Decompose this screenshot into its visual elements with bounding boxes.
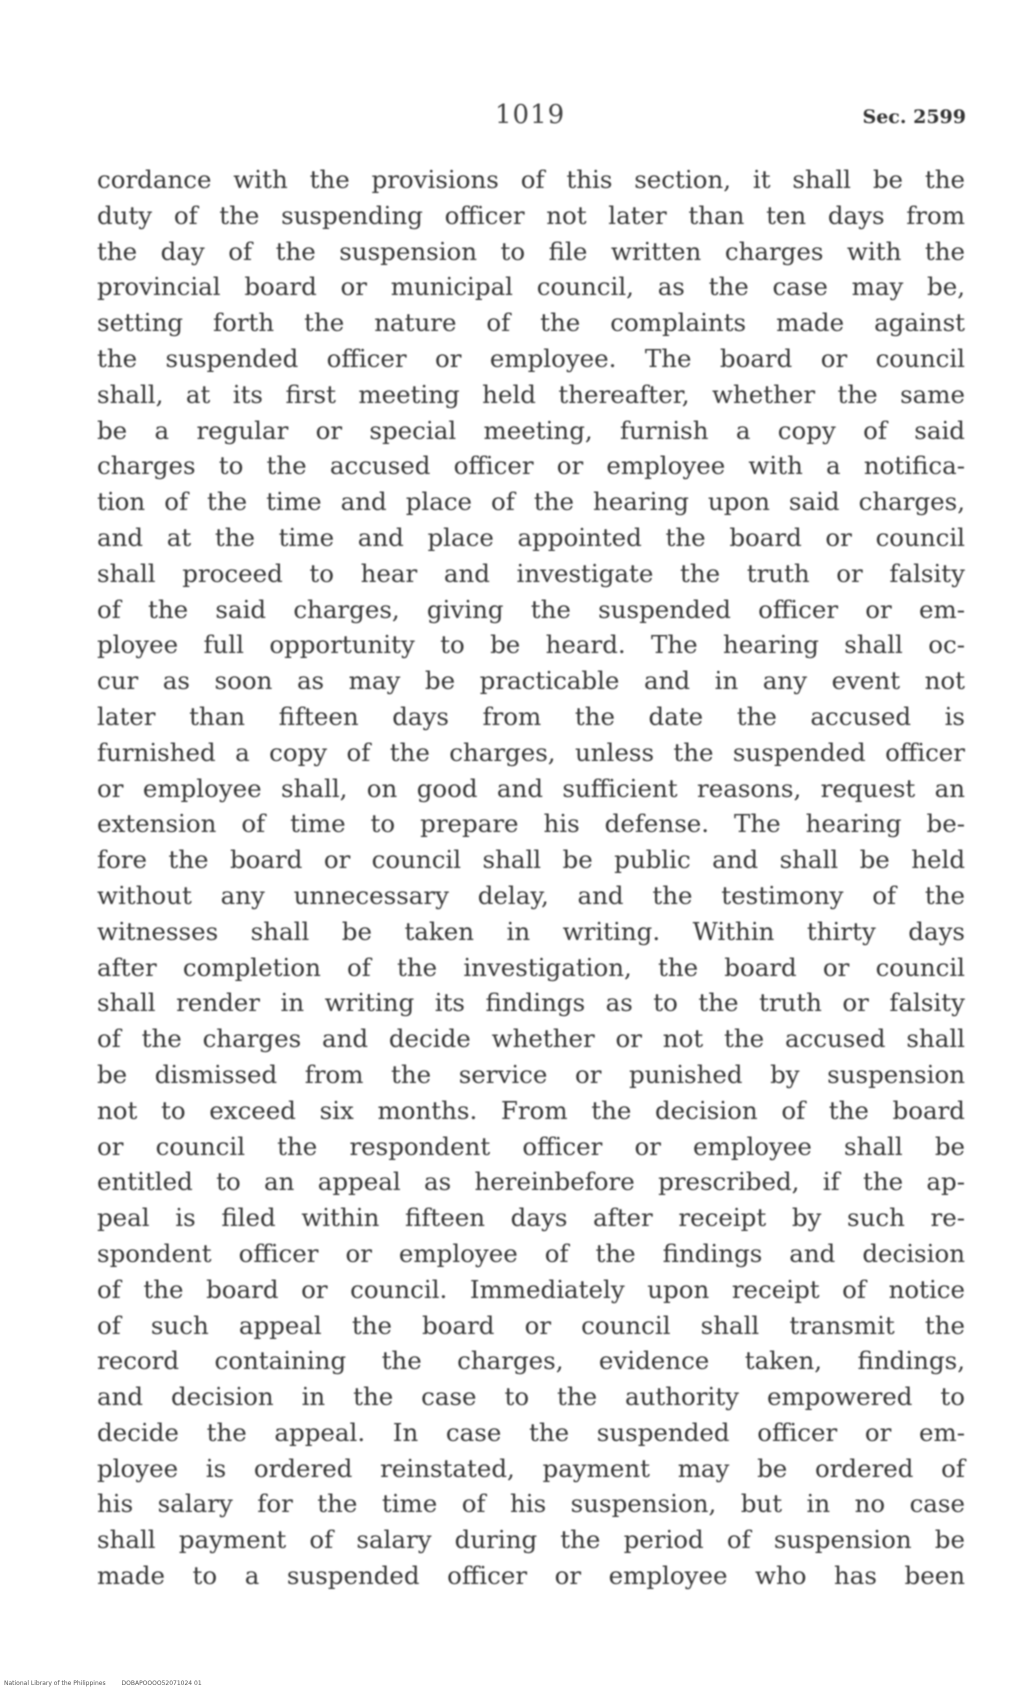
text-line: be a regular or special meeting, furnish a copy of said	[97, 415, 965, 445]
section-reference: Sec. 2599	[862, 106, 966, 128]
text-line: fore the board or council shall be public and shall be held	[97, 845, 965, 875]
text-line: setting forth the nature of the complaints made against	[97, 308, 965, 338]
text-line: charges to the accused officer or employee with a notifica-	[97, 451, 965, 481]
text-line: shall payment of salary during the period of suspension be	[97, 1525, 965, 1555]
text-line: later than fifteen days from the date the accused is	[97, 701, 965, 731]
page-number: 1019	[495, 100, 566, 130]
text-line: not to exceed six months. From the decision of the board	[97, 1095, 965, 1125]
text-line: and decision in the case to the authority empowered to	[97, 1382, 965, 1412]
footer-source: National Library of the Philippines	[4, 1680, 106, 1687]
text-line: witnesses shall be taken in writing. Within thirty days	[97, 916, 965, 946]
text-line: of the board or council. Immediately upon receipt of notice	[97, 1274, 965, 1304]
text-line: or employee shall, on good and sufficient reasons, request an	[97, 773, 965, 803]
text-line: spondent officer or employee of the findings and decision	[97, 1238, 965, 1268]
footer-identifier: DOBAPOOOO52071024 01	[121, 1680, 202, 1687]
text-line: cordance with the provisions of this section, it shall be the	[97, 165, 965, 194]
body-paragraph	[97, 162, 965, 1594]
text-line: shall render in writing its findings as to the truth or falsity	[97, 988, 965, 1018]
text-line: extension of time to prepare his defense. The hearing be-	[97, 809, 965, 839]
text-line: the day of the suspension to file written charges with the	[97, 236, 965, 266]
scan-footer	[4, 1680, 216, 1687]
text-line: ployee full opportunity to be heard. The hearing shall oc-	[97, 630, 965, 660]
text-line: record containing the charges, evidence taken, findings,	[97, 1346, 965, 1376]
text-line: of the said charges, giving the suspended officer or em-	[97, 594, 965, 624]
text-line: or council the respondent officer or employee shall be	[97, 1131, 965, 1161]
text-line: after completion of the investigation, the board or council	[97, 952, 965, 982]
text-line: peal is filed within fifteen days after receipt by such re-	[97, 1203, 965, 1233]
text-line: without any unnecessary delay, and the testimony of the	[97, 880, 965, 910]
text-line: shall, at its first meeting held thereafter, whether the same	[97, 379, 965, 409]
text-line: and at the time and place appointed the board or council	[97, 522, 965, 552]
text-line: ployee is ordered reinstated, payment may be ordered of	[97, 1453, 965, 1483]
text-line: cur as soon as may be practicable and in any event not	[97, 666, 965, 696]
text-line: of the charges and decide whether or not the accused shall	[97, 1024, 965, 1054]
text-line: of such appeal the board or council shall transmit the	[97, 1310, 965, 1340]
text-line: tion of the time and place of the hearing upon said charges,	[97, 487, 965, 517]
text-line: furnished a copy of the charges, unless the suspended officer	[97, 737, 965, 767]
text-line: be dismissed from the service or punished by suspension	[97, 1059, 965, 1089]
text-line: his salary for the time of his suspension, but in no case	[97, 1489, 965, 1519]
text-line: the suspended officer or employee. The board or council	[97, 343, 965, 373]
text-line: provincial board or municipal council, as the case may be,	[97, 272, 965, 302]
text-line: shall proceed to hear and investigate the truth or falsity	[97, 558, 965, 588]
text-line: entitled to an appeal as hereinbefore prescribed, if the ap-	[97, 1167, 965, 1197]
text-line: duty of the suspending officer not later than ten days from	[97, 200, 965, 230]
text-line: decide the appeal. In case the suspended officer or em-	[97, 1417, 965, 1447]
text-line: made to a suspended officer or employee who has been	[97, 1561, 965, 1591]
